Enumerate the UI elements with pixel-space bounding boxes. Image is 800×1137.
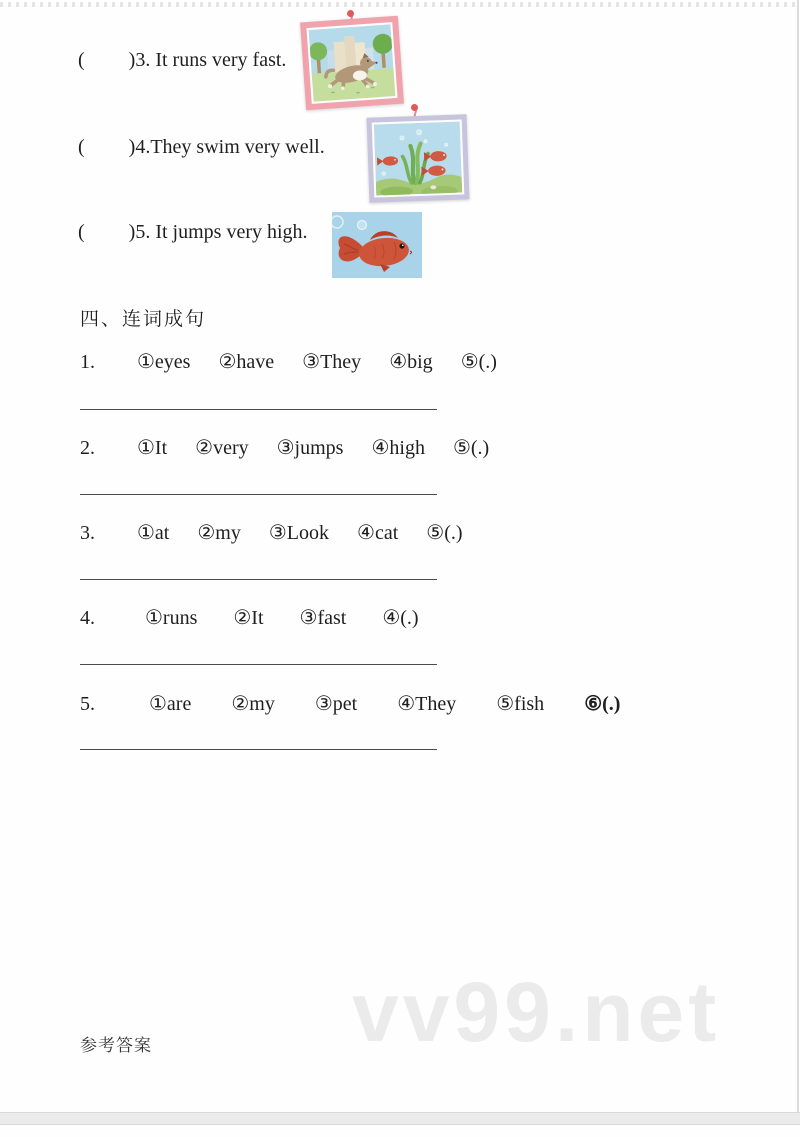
goldfish-picture: [332, 212, 422, 278]
matching-item-3: [78, 49, 286, 72]
fish-tank-picture: [367, 114, 470, 202]
word-token: ②have: [218, 351, 275, 373]
word-token: ①at: [137, 522, 170, 544]
matching-item-text: )5. It jumps very high.: [128, 221, 308, 243]
word-token: ②very: [195, 437, 249, 459]
word-token: ①It: [137, 437, 168, 459]
answer-blank-line: [80, 664, 437, 665]
answer-blank-line: [80, 494, 437, 495]
word-token: ⑤(.): [460, 351, 497, 373]
word-token: ③jumps: [276, 437, 344, 459]
item-number: 3.: [80, 522, 95, 544]
word-token: ④high: [371, 437, 425, 459]
word-token: ④(.): [382, 607, 419, 629]
word-token: ②my: [197, 522, 241, 544]
answer-blank-line: [80, 749, 437, 750]
rearrange-item-1: [80, 349, 497, 374]
page-right-border: [797, 0, 799, 1112]
word-token: ②It: [233, 607, 264, 629]
word-token: ①are: [149, 693, 192, 715]
answer-parenthesis: (: [78, 136, 85, 158]
matching-item-5: [78, 221, 308, 244]
word-token: ④big: [389, 351, 433, 373]
running-dog-picture: [300, 16, 404, 111]
word-token: ①runs: [145, 607, 198, 629]
page-top-perforation: [0, 2, 800, 7]
word-token: ②my: [231, 693, 275, 715]
site-watermark: vv99.net: [352, 965, 721, 1059]
word-token: ⑥(.): [584, 693, 621, 715]
answer-blank-line: [80, 579, 437, 580]
answer-parenthesis: (: [78, 49, 85, 71]
word-token: ④They: [397, 693, 457, 715]
word-token: ⑤fish: [496, 693, 545, 715]
matching-item-4: [78, 136, 325, 159]
word-token: ③They: [302, 351, 362, 373]
word-token: ⑤(.): [452, 437, 490, 459]
answer-blank-line: [80, 409, 437, 410]
word-token: ③pet: [314, 693, 358, 715]
rearrange-item-2: [80, 435, 489, 460]
rearrange-item-3: [80, 520, 463, 545]
item-number: 2.: [80, 437, 95, 459]
rearrange-item-4: [80, 605, 419, 630]
fish-tank-illustration: [374, 122, 462, 196]
word-token: ③fast: [299, 607, 347, 629]
running-dog-illustration: [309, 24, 396, 102]
word-token: ④cat: [357, 522, 399, 544]
matching-item-text: )3. It runs very fast.: [128, 49, 287, 71]
answer-parenthesis: (: [78, 221, 85, 243]
matching-item-text: )4.They swim very well.: [128, 136, 325, 158]
answer-key-heading: 参考答案: [80, 1036, 152, 1055]
word-token: ①eyes: [137, 351, 191, 373]
item-number: 1.: [80, 351, 95, 373]
item-number: 5.: [80, 693, 95, 715]
word-token: ③Look: [268, 522, 330, 544]
page-break-separator: [0, 1112, 800, 1125]
item-number: 4.: [80, 607, 95, 629]
section-four-title: 四、连词成句: [80, 309, 207, 330]
rearrange-item-5: [80, 691, 620, 716]
goldfish-illustration: [332, 212, 422, 278]
word-token: ⑤(.): [426, 522, 463, 544]
